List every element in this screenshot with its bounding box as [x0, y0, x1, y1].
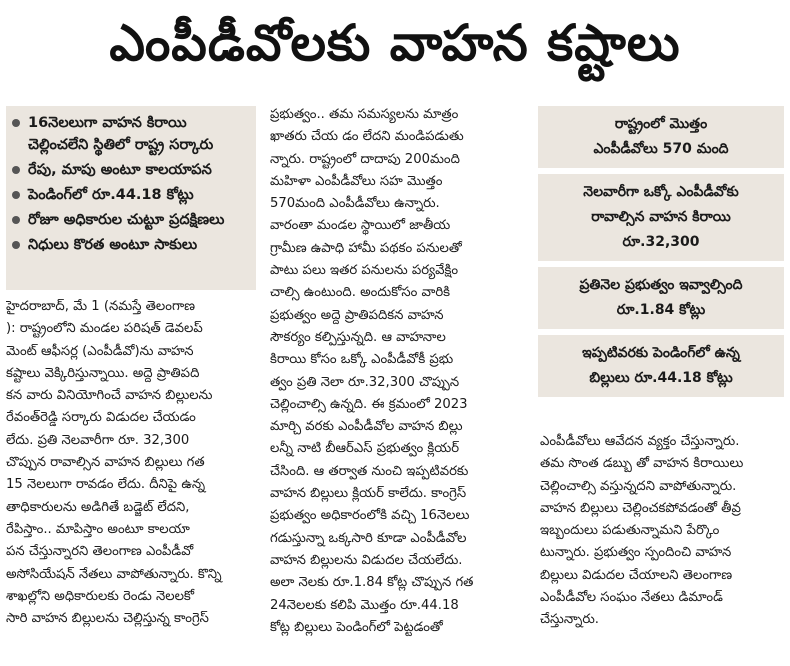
highlight-text: నిధులు కొరత అంటూ సాకులు	[28, 237, 198, 253]
article-line: సౌకర్యం కల్పిస్తున్నది. ఆ వాహనాల	[270, 329, 446, 345]
article-line: మహిళా ఎంపీడీవోలు సహ మొత్తం	[270, 173, 443, 189]
article-line: పన చేస్తున్నారని తెలంగాణ ఎంపీడీవో	[6, 544, 194, 560]
article-line: వాహన బిల్లులు చెల్లించకపోవడంతో తీవ్ర	[540, 500, 741, 516]
article-line: 15 నెలలుగా రావడం లేదు. దీనిపై ఉన్న	[6, 477, 206, 493]
fact-line: నెలవారీగా ఒక్కో ఎంపీడీవోకు	[583, 184, 739, 200]
fact-box	[538, 335, 784, 397]
article-line: రేపిస్తాం.. మాపిస్తాం అంటూ కాలయా	[6, 521, 190, 537]
article-line: తాధికారులను అడిగితే బడ్జెట్ లేదని,	[6, 499, 190, 515]
article-line: వారంతా మండల స్థాయిలో జాతీయ	[270, 218, 451, 234]
bullet-icon	[12, 119, 20, 127]
article-line: వాహన బిల్లులు క్లియర్ కాలేదు. కాంగ్రెస్	[270, 486, 467, 502]
article-line: కిరాయి కోసం ఒక్కో ఎంపీడీవోకీ ప్రభు	[270, 352, 454, 368]
article-line: మార్చి వరకు ఎంపీడీవోల వాహన బిల్లు	[270, 419, 463, 435]
bullet-icon	[12, 191, 20, 199]
headline: ఎంపీడీవోలకు వాహన కష్టాలు	[109, 13, 681, 72]
article-line: చేసింది. ఆ తర్వాత నుంచి ఇప్పటివరకు	[270, 463, 469, 479]
article-line: వాహన బిల్లులను విడుదల చేయలేదు.	[270, 552, 463, 568]
article-line: కష్టాలు వెక్కిరిస్తున్నాయి. అద్దె ప్రాతిపది	[6, 365, 200, 381]
highlight-item	[12, 184, 250, 206]
article-line: అసోసియేషన్ నేతలు వాపోతున్నారు. కొన్ని	[6, 566, 222, 582]
fact-line: రూ.1.84 కోట్లు	[616, 302, 706, 318]
highlight-text: పెండింగ్‌లో రూ.44.18 కోట్లు	[28, 187, 194, 203]
article-line: ఇబ్బందులు పడుతున్నామని పేర్కొం	[540, 523, 720, 539]
article-line: ఎంపీడీవోలు ఆవేదన వ్యక్తం చేస్తున్నారు.	[540, 434, 740, 449]
article-line: రేవంత్‌రెడ్డి సర్కారు విడుదల చేయడం	[6, 410, 196, 426]
article-line: కోట్ల బిల్లులు పెండింగ్‌లో పెట్టడంతో	[270, 619, 443, 635]
fact-box	[538, 267, 784, 329]
article-line: కన వారు వినియోగించే వాహన బిల్లులను	[6, 388, 213, 404]
article-line: త్వం ప్రతి నెలా రూ.32,300 చొప్పున	[270, 374, 460, 390]
article-line: 570మంది ఎంపీడీవోలు ఉన్నారు.	[270, 196, 440, 212]
article-line: న్నారు. రాష్ట్రంలో దాదాపు 200మంది	[270, 151, 460, 167]
article-line: ఎంపీడీవోల సంఘం నేతలు డిమాండ్	[540, 590, 723, 606]
article-line: బిల్లులు విడుదల చేయాలని తెలంగాణ	[540, 567, 733, 583]
highlight-text: చెల్లించలేని స్థితిలో రాష్ట్ర సర్కారు	[28, 137, 214, 153]
article-line: అలా నెలకు రూ.1.84 కోట్ల చొప్పున గత	[270, 575, 474, 591]
article-line: ): రాష్ట్రంలోని మండల పరిషత్ డెవలప్	[6, 321, 203, 337]
highlight-item	[12, 112, 250, 156]
highlight-item	[12, 209, 250, 231]
article-column-1	[6, 296, 258, 630]
facts-sidebar	[538, 106, 784, 403]
article-line: ప్రభుత్వం అధికారంలోకి వచ్చి 16నెలలు	[270, 508, 470, 524]
article-line: లన్నీ నాటి బీఆర్ఎస్ ప్రభుత్వం క్లియర్	[270, 441, 460, 457]
article-line: గడుస్తున్నా ఒక్కసారి కూడా ఎంపీడీవోల	[270, 530, 467, 546]
fact-line: బిల్లులు రూ.44.18 కోట్లు	[589, 370, 733, 386]
article-line: చేస్తున్నారు.	[540, 612, 599, 628]
fact-line: రావాల్సిన వాహన కిరాయి	[591, 209, 731, 225]
fact-box	[538, 174, 784, 261]
fact-line: ఇప్పటివరకు పెండింగ్‌లో ఉన్న	[582, 345, 740, 361]
article-line: చాల్సి ఉంటుంది. అందుకోసం వారికి	[270, 285, 451, 301]
bullet-icon	[12, 166, 20, 174]
article-line: ఖాతరు చేయ డం లేదని మండిపడుతు	[270, 129, 464, 145]
article-line: టున్నారు. ప్రభుత్వం స్పందించి వాహన	[540, 545, 732, 561]
highlight-text: రేపు, మాపు అంటూ కాలయాపన	[28, 162, 212, 178]
article-column-3	[540, 431, 786, 632]
article-line: ప్రభుత్వం అద్దె ప్రాతిపదికన వాహన	[270, 307, 444, 323]
article-line: పాటు పలు ఇతర పనులను పర్యవేక్షిం	[270, 263, 459, 279]
article-line: హైదరాబాద్, మే 1 (నమస్తే తెలంగాణ	[6, 299, 195, 314]
fact-line: రూ.32,300	[622, 234, 700, 250]
fact-box	[538, 106, 784, 168]
highlight-item	[12, 159, 250, 181]
article-column-2	[270, 104, 526, 639]
article-line: తమ సొంత డబ్బు తో వాహన కిరాయిలు	[540, 456, 744, 472]
article-line: ప్రభుత్వం.. తమ సమస్యలను మాత్రం	[270, 107, 459, 122]
highlight-text: రోజూ అధికారుల చుట్టూ ప్రదక్షిణలు	[28, 212, 225, 228]
highlights-box	[6, 106, 256, 290]
article-line: చెల్లించాల్సి వస్తున్నదని వాపోతున్నారు.	[540, 478, 737, 494]
article-line: శాఖల్లోని అధికారులకు రెండు నెలలకో	[6, 588, 195, 604]
article-line: గ్రామీణ ఉపాధి హామీ పథకం పనులతో	[270, 240, 462, 256]
article-line: చెల్లించాల్సి ఉన్నది. ఈ క్రమంలో 2023	[270, 396, 468, 412]
fact-line: ఎంపీడీవోలు 570 మంది	[593, 141, 729, 157]
fact-line: ప్రతినెల ప్రభుత్వం ఇవ్వాల్సింది	[579, 277, 743, 293]
bullet-icon	[12, 216, 20, 224]
highlight-text: 16నెలలుగా వాహన కిరాయి	[28, 115, 187, 131]
article-line: చొప్పున రావాల్సిన వాహన బిల్లులు గత	[6, 455, 205, 471]
article-line: సారి వాహన బిల్లులను చెల్లిస్తున్న కాంగ్రెస్	[6, 611, 209, 627]
article-line: మెంట్ ఆఫీసర్ల (ఎంపీడీవో)ను వాహన	[6, 343, 194, 359]
bullet-icon	[12, 241, 20, 249]
article-line: లేదు. ప్రతి నెలవారీగా రూ. 32,300	[6, 432, 190, 448]
fact-line: రాష్ట్రంలో మొత్తం	[614, 116, 708, 132]
article-line: 24నెలలకు కలిపి మొత్తం రూ.44.18	[270, 597, 459, 613]
highlight-item	[12, 234, 250, 256]
